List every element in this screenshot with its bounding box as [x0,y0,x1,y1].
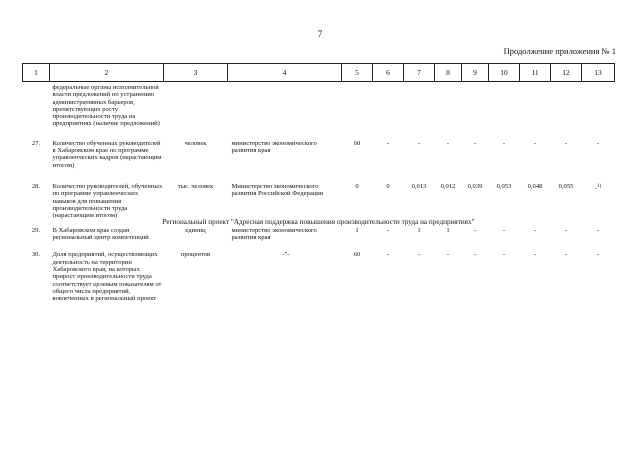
column-header: 8 [435,64,462,82]
value-cell: 1 [417,226,421,234]
indicator-text: федеральные органы исполнительной власти предложений по устранению административных барьеров, препятствующих росту производительности труда на предприятиях (наличие предложений) [52,84,160,128]
unit-cell: тыс. человек [177,182,214,190]
value-text: - [594,185,598,193]
value-cell: - [417,139,421,147]
table-row [23,183,615,219]
value-cell: 0 [355,182,359,190]
value-cell: - [564,226,568,234]
column-header: 1 [23,64,50,82]
indicators-table [22,63,615,302]
value-cell: 0,053 [496,182,512,190]
value-cell: - [533,139,537,147]
value-cell: 0,013 [411,182,427,190]
value-cell: - [502,139,506,147]
indicator-text: Доля предприятий, осуществляющих деятельность на территории Хабаровского края, на которых прирост производительности труда соответствует целевым показателям от общего числа предприятий, вовлеченных в региональный проект [52,251,162,303]
indicator-text: Количество обученных руководителей в Хабаровском крае по программе управленческих кадров (нарастающим итогом) [52,139,162,169]
table-row-continuation [23,82,615,128]
row-number: 27. [31,139,41,147]
value-cell [582,183,615,219]
column-header: 11 [520,64,551,82]
value-cell: 0,012 [440,182,456,190]
column-header: 2 [50,64,164,82]
unit-cell: процентов [180,251,211,259]
column-header: 9 [462,64,489,82]
page-number: 7 [317,29,323,39]
indicator-text: В Хабаровском крае создан региональный центр компетенций [52,226,149,242]
column-header: 3 [164,64,228,82]
value-cell: - [596,251,600,259]
column-header: 7 [404,64,435,82]
responsible-cell: министерство экономического развития края [231,226,317,242]
responsible-cell: министерство экономического развития края [231,139,317,155]
footnote-mark: 1) [597,183,602,189]
value-cell: - [446,251,450,259]
value-cell: - [473,139,477,147]
value-cell: - [386,226,390,234]
continuation-label: Продолжение приложения № 1 [503,46,616,56]
value-cell: - [386,139,390,147]
value-cell: - [596,226,600,234]
table-row [23,140,615,169]
value-cell: 0 [386,182,390,190]
value-cell: - [502,251,506,259]
value-cell: 0,048 [527,182,543,190]
column-header: 13 [582,64,615,82]
value-cell: - [533,251,537,259]
value-cell: - [473,226,477,234]
table-row [23,251,615,302]
section-row [23,219,615,226]
value-cell: 1 [446,226,450,234]
value-cell: 60 [353,139,361,147]
unit-cell: единиц [185,226,206,234]
section-title: Региональный проект "Адресная поддержка повышения производительности труда на предприятиях" [162,218,475,227]
responsible-cell: Министерство экономического развития Российской Федерации [231,182,324,198]
value-cell: - [596,139,600,147]
value-cell: - [386,251,390,259]
value-cell: - [564,251,568,259]
column-header: 12 [551,64,582,82]
responsible-cell: -"- [282,251,290,259]
value-cell: 60 [353,251,361,259]
row-number: 30. [31,251,41,259]
value-cell: 0,039 [467,182,483,190]
value-cell: 0,055 [558,182,574,190]
row-number: 28. [31,182,41,190]
column-header: 6 [373,64,404,82]
indicator-text: Количество руководителей, обученных по программе управленческих навыков для повышения производительности труда (нарастающим итогом) [52,182,163,220]
value-cell: - [446,139,450,147]
table-row [23,227,615,242]
unit-cell: человек [184,139,207,147]
column-header: 10 [489,64,520,82]
value-cell: - [564,139,568,147]
value-cell: - [417,251,421,259]
column-header: 4 [228,64,342,82]
row-number: 29. [31,226,41,234]
column-header: 5 [342,64,373,82]
value-cell: - [473,251,477,259]
table-header-row [23,64,615,82]
value-cell: - [533,226,537,234]
value-cell: - [502,226,506,234]
value-cell: 1 [355,226,359,234]
